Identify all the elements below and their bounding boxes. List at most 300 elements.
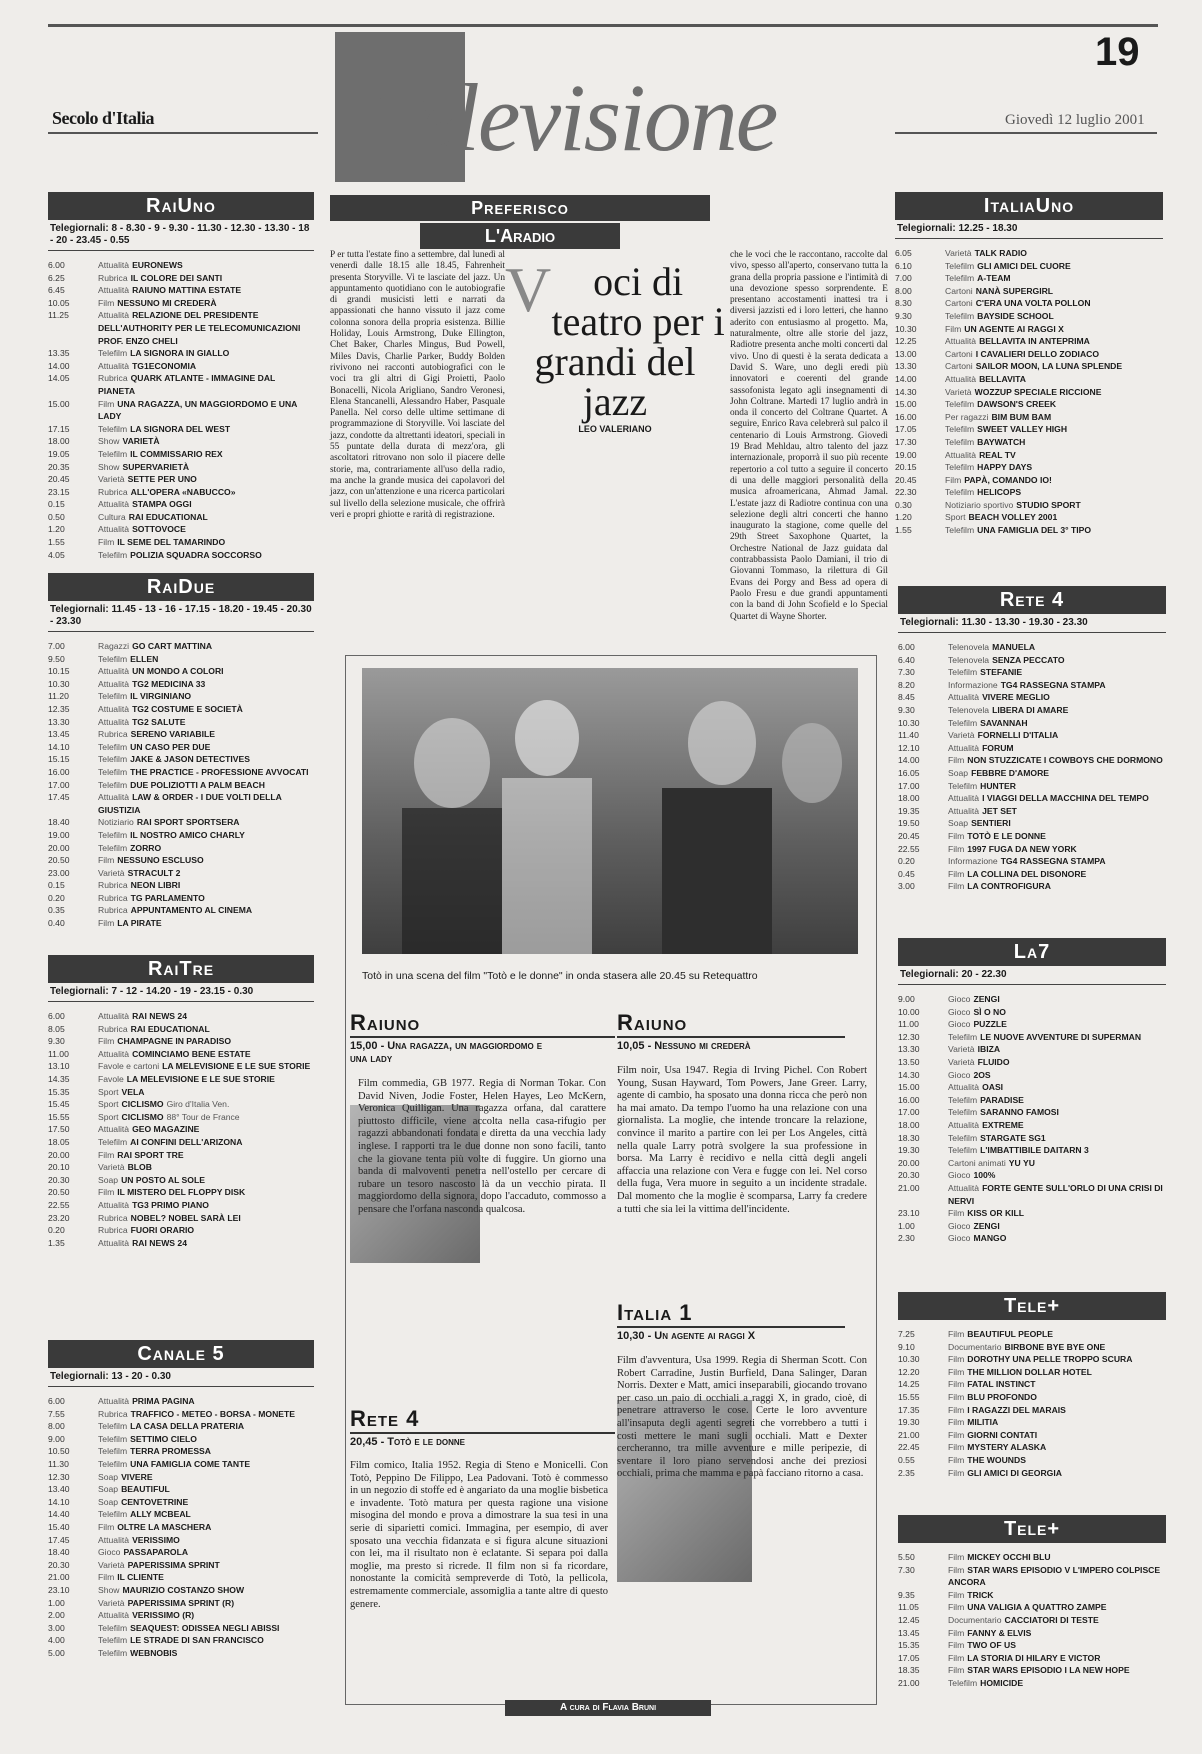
program-title: HUNTER [980,780,1016,791]
program-info [98,1048,314,1061]
program-info [98,284,314,297]
program-genre: Notiziario [98,817,134,828]
program-title: JAKE & JASON DETECTIVES [130,754,250,765]
program-time: 9.00 [48,1433,65,1444]
schedule-row [48,536,314,549]
program-genre: Film [948,1564,965,1575]
channel-name: Tele+ [898,1515,1166,1543]
program-time: 13.40 [48,1484,70,1495]
schedule-row [898,1366,1166,1379]
program-title: LE STRADE DI SAN FRANCISCO [130,1635,264,1646]
program-time: 10.15 [48,666,70,677]
program-info [948,666,1166,679]
program-genre: Attualità [98,1396,130,1406]
program-info [98,1073,314,1086]
program-info [98,1445,314,1458]
program-title: RELAZIONE DEL PRESIDENTE DELL'AUTHORITY PER LE TELECOMUNICAZIONI PROF. ENZO CHELI [98,310,301,346]
program-genre: Varietà [98,1162,125,1173]
program-genre: Attualità [945,373,977,384]
program-genre: Gioco [98,1547,121,1558]
program-title: MILITIA [967,1417,999,1428]
channel-raitre [48,955,314,1249]
program-title: SEAQUEST: ODISSEA NEGLI ABISSI [130,1622,280,1633]
schedule-row [48,1433,314,1446]
program-info [948,1614,1166,1627]
article-kicker [330,195,710,249]
program-genre: Cartoni [945,348,973,359]
program-genre: Varietà [948,1044,975,1055]
schedule-row [898,780,1166,793]
schedule-row [895,411,1163,424]
schedule-row [898,1614,1166,1627]
program-info [948,704,1166,717]
program-info [948,1006,1166,1019]
program-title: OLTRE LA MASCHERA [117,1521,212,1532]
news-times: Telegiornali: 11.30 - 13.30 - 19.30 - 23.30 [898,614,1166,633]
program-info [948,717,1166,730]
program-info [98,1420,314,1433]
program-title: IL COLORE DEI SANTI [130,272,223,283]
program-genre: Gioco [948,1170,971,1181]
program-genre: Rubrica [98,486,128,497]
program-time: 20.00 [898,1157,920,1168]
program-title: PASSAPAROLA [123,1547,189,1558]
program-genre: Telefilm [945,260,975,271]
program-time: 7.30 [898,667,915,678]
program-info [948,1677,1166,1690]
program-info [98,703,314,716]
program-title: RAI SPORT SPORTSERA [136,817,240,828]
schedule-row [48,511,314,524]
program-genre: Informazione [948,679,998,690]
program-time: 9.30 [895,310,912,321]
schedule-row [48,1010,314,1023]
program-genre: Attualità [98,1124,130,1135]
program-info [948,1031,1166,1044]
schedule-row [48,1445,314,1458]
program-title: SWEET VALLEY HIGH [977,424,1068,435]
program-genre: Attualità [98,666,130,677]
schedule-row [898,1069,1166,1082]
schedule-row [898,679,1166,692]
schedule-row [48,779,314,792]
schedule-row [48,1186,314,1199]
schedule-row [898,767,1166,780]
program-title: GLI AMICI DEL CUORE [977,260,1071,271]
schedule-row [48,1174,314,1187]
program-info [948,1220,1166,1233]
program-info [98,1111,314,1124]
program-time: 3.00 [48,1622,65,1633]
program-genre: Attualità [98,1237,130,1248]
program-info [98,879,314,892]
program-title: LA PIRATE [117,918,162,929]
program-title: SOTTOVOCE [132,524,186,535]
program-genre: Show [98,1584,120,1595]
program-info [948,1564,1166,1589]
program-info [945,411,1163,424]
program-info [98,854,314,867]
program-info [945,423,1163,436]
program-genre: Telefilm [948,1677,978,1688]
program-time: 0.15 [48,880,65,891]
program-genre: Film [945,323,962,334]
feature-text: Film noir, Usa 1947. Regia di Irving Pichel. Con Robert Young, Susan Hayward, Tom Powers, Jane Greer. Larry, agente di cambio, ha sposato una donna ricca che però non ha mai amato. Da tempo l'uomo ha una relazione con una giornalista. La moglie, che intende troncare la relazione, convince il marito a partire con lei per Los Angeles, città nella quale Larry potrà svolgere la sua professione in borsa. Ma Larry è recidivo e nella città degli angeli affaccia una relazione con Vera e fugge con lei. Nel corso della fuga, Vera muore in seguito a un incidente stradale. Dal momento che la moglie è scomparsa, Larry fa credere a tutti che sia lei la vittima dell'incidente. [617,1065,867,1215]
program-time: 11.25 [48,310,69,321]
program-info [98,461,314,474]
schedule-row [898,868,1166,881]
article-col2-top: che le voci che le raccontano, raccolte dal vivo, spesso all'aperto, conservano tutta la grana della propria passione e l'intimità di una devozione spesso sorprendente. E presentano accostamenti inattesi tra i diversi jazzisti ed i loro letteri, che hanno aderito con entusiasmo al progetto. Ma, naturalmente, oltre alle storie del jazz, Radiotre presenta anche molti concerti dal vivo. Uno di questi è la serata dedicata a David S. Ware, uno degli eredi più innovatori e coerenti del grande sassofonista legato agli insegnamenti di John Coltrane. Martedì 17 luglio andrà in onda il concerto del Coltrane Quartet. A seguire, Enrico Rava celebrerà sul palco il centenario di Louis Armstrong. Giovedì 19 Brad Mehldau, altro talento del jazz internazionale, proporrà il suo più recente repertorio a col tutto a seguire il concerto di una delle maggiori personalità della musica afroamericana, Ahmad Jamal. L'estate jazz di Radiotre continua con una selezione degli altri concerti che hanno inaugurato la stagione, come quelle del 29th Street Saxophone Quartet, la Orchestre National de Jazz guidata dal contrabbassista Paolo Damiani, il trio di Giovanni Tommaso, la rilettura di Gil Evans dei Porgy and Bess ad opera di Paolo Fresu e due grandi appuntamenti con la band di John Scofield e lo Special Quartet di Wayne Shorter. [730,250,888,622]
schedule-row [895,297,1163,310]
schedule-row [48,741,314,754]
program-title: LA MELEVISIONE E LE SUE STORIE [126,1073,275,1084]
program-info [98,272,314,285]
program-time: 13.30 [48,716,70,727]
program-info [945,499,1163,512]
program-time: 20.45 [895,474,917,485]
schedule-row [48,1212,314,1225]
schedule-row [48,1609,314,1622]
program-title: ALLY MCBEAL [130,1509,191,1520]
program-time: 0.50 [48,511,65,522]
program-time: 15.00 [898,1082,920,1093]
program-genre: Soap [98,1174,119,1185]
program-genre: Sport [98,1111,119,1122]
program-time: 11.05 [898,1602,919,1613]
program-genre: Telefilm [945,525,975,536]
program-title: FATAL INSTINCT [967,1379,1036,1390]
program-title: MICKEY OCCHI BLU [967,1552,1051,1562]
channel-teleplus-2 [898,1515,1166,1690]
program-genre: Telefilm [945,436,975,447]
program-info [98,1496,314,1509]
program-genre: Telefilm [98,1622,128,1633]
program-time: 0.45 [898,868,915,879]
channel-name: RaiTre [48,955,314,983]
schedule-row [48,1408,314,1421]
program-genre: Film [98,855,115,866]
program-title: EXTREME [982,1119,1024,1130]
program-info [945,260,1163,273]
figure-body [502,778,592,954]
schedule-row [895,474,1163,487]
program-genre: Cartoni [945,361,973,372]
program-title: SERENO VARIABILE [130,729,215,740]
masthead-rule-right [895,132,1157,134]
program-genre: Favole [98,1073,124,1084]
news-times: Telegiornali: 12.25 - 18.30 [895,220,1163,239]
program-title: TG3 PRIMO PIANO [132,1199,209,1210]
program-info [945,323,1163,336]
program-time: 16.00 [895,411,917,422]
program-genre: Telefilm [98,842,128,853]
schedule-row [48,1395,314,1408]
program-info [948,1169,1166,1182]
program-time: 22.30 [895,487,917,498]
program-title: NOBEL? NOBEL SARÀ LEI [130,1212,241,1223]
kicker-preferisco: Preferisco [330,195,710,221]
program-title: STUDIO SPORT [1016,499,1081,510]
program-title: RAI EDUCATIONAL [130,1023,210,1034]
program-extra: Giro d'Italia Ven. [166,1099,230,1110]
program-time: 15.00 [48,398,70,409]
program-genre: Rubrica [98,1408,128,1419]
program-genre: Documentario [948,1614,1002,1625]
program-time: 20.00 [48,1149,70,1160]
program-genre: Film [948,755,965,766]
program-time: 5.00 [48,1647,65,1658]
schedule-row [898,1589,1166,1602]
program-time: 7.55 [48,1408,65,1419]
schedule-row [898,1232,1166,1245]
program-time: 6.00 [898,642,915,652]
program-time: 11.40 [898,730,919,741]
program-genre: Attualità [948,805,980,816]
program-title: PAPERISSIMA SPRINT (R) [127,1597,235,1608]
schedule [898,1328,1166,1479]
program-genre: Varietà [98,1559,125,1570]
program-time: 21.00 [898,1429,920,1440]
program-time: 20.45 [898,830,920,841]
program-time: 14.00 [895,373,917,384]
program-genre: Favole e cartoni [98,1061,160,1072]
program-genre: Telefilm [98,766,128,777]
feature-channel: Italia 1 [617,1300,845,1328]
schedule-row [48,1136,314,1149]
program-title: LA COLLINA DEL DISONORE [967,868,1087,879]
program-info [98,523,314,536]
schedule-row [48,1048,314,1061]
program-time: 0.20 [48,892,65,903]
program-time: 9.00 [898,994,915,1004]
program-time: 18.40 [48,817,70,828]
program-time: 17.45 [48,1534,70,1545]
program-info [945,474,1163,487]
program-genre: Cartoni [945,285,973,296]
program-info [98,473,314,486]
program-time: 14.00 [48,360,70,371]
figure-head [782,723,842,803]
schedule-row [898,1627,1166,1640]
schedule-row [48,309,314,347]
program-genre: Soap [98,1471,119,1482]
schedule-row [898,654,1166,667]
schedule-row [48,1634,314,1647]
program-time: 11.00 [48,1048,69,1059]
program-info [948,654,1166,667]
program-time: 10.30 [895,323,917,334]
program-time: 23.10 [898,1208,920,1219]
schedule-row [898,691,1166,704]
program-time: 0.20 [898,856,915,867]
program-title: MYSTERY ALASKA [967,1442,1047,1453]
schedule-row [48,435,314,448]
program-time: 0.55 [898,1454,915,1465]
schedule-row [895,260,1163,273]
program-time: 12.20 [898,1366,920,1377]
program-title: JET SET [982,805,1017,816]
schedule-row [48,917,314,930]
schedule-row [48,1073,314,1086]
program-genre: Film [98,918,115,929]
program-info [98,1408,314,1421]
program-genre: Film [948,1442,965,1453]
program-time: 20.50 [48,1187,70,1198]
figure-body [662,788,772,954]
program-title: UNA RAGAZZA, UN MAGGIORDOMO E UNA LADY [98,398,298,422]
schedule-row [48,1521,314,1534]
program-info [98,1123,314,1136]
program-title: IL VIRGINIANO [130,691,192,702]
program-title: 1997 FUGA DA NEW YORK [967,843,1077,854]
program-info [98,347,314,360]
program-time: 11.30 [48,1458,69,1469]
program-title: VIVERE [121,1471,153,1482]
program-time: 17.05 [895,424,917,435]
schedule-row [898,1664,1166,1677]
program-time: 13.35 [48,348,70,359]
program-info [948,641,1166,654]
program-info [98,1571,314,1584]
program-time: 14.35 [48,1073,70,1084]
program-title: POLIZIA SQUADRA SOCCORSO [130,549,262,560]
schedule-row [898,1467,1166,1480]
program-info [948,729,1166,742]
program-title: CENTOVETRINE [121,1496,189,1507]
program-genre: Varietà [948,730,975,741]
program-info [948,1589,1166,1602]
schedule-row [48,360,314,373]
program-genre: Film [948,1665,965,1676]
program-genre: Telefilm [98,1647,128,1658]
program-info [948,1664,1166,1677]
program-genre: Telefilm [98,1635,128,1646]
program-time: 14.30 [895,386,917,397]
program-info [98,1395,314,1408]
program-info [948,1157,1166,1170]
program-genre: Varietà [98,1597,125,1608]
program-info [98,690,314,703]
program-genre: Attualità [98,310,130,321]
program-info [98,1597,314,1610]
program-genre: Varietà [98,867,125,878]
program-genre: Film [948,1454,965,1465]
schedule-row [898,817,1166,830]
program-time: 10.05 [48,297,70,308]
program-time: 2.35 [898,1467,915,1478]
program-info [98,842,314,855]
program-title: LA CONTROFIGURA [967,881,1051,892]
program-genre: Film [98,1149,115,1160]
program-info [948,1378,1166,1391]
program-genre: Rubrica [98,373,128,384]
program-title: STAR WARS EPISODIO I LA NEW HOPE [967,1665,1130,1676]
program-genre: Soap [948,767,969,778]
program-info [948,1119,1166,1132]
program-genre: Film [948,1552,965,1562]
feature-channel: Rete 4 [350,1406,615,1434]
program-info [948,1207,1166,1220]
schedule-row [898,1132,1166,1145]
program-genre: Rubrica [98,729,128,740]
program-info [948,1639,1166,1652]
program-info [948,1144,1166,1157]
program-genre: Telefilm [945,462,975,473]
program-genre: Attualità [98,1610,130,1621]
program-time: 19.30 [898,1145,920,1156]
program-title: C'ERA UNA VOLTA POLLON [975,298,1091,309]
program-genre: Telefilm [98,1433,128,1444]
program-time: 23.20 [48,1212,70,1223]
program-genre: Telefilm [948,1031,978,1042]
program-genre: Film [948,1627,965,1638]
schedule-row [898,1031,1166,1044]
program-title: 100% [973,1170,996,1181]
program-time: 1.20 [48,524,65,535]
program-genre: Telefilm [945,399,975,410]
page-number: 19 [1095,30,1140,74]
program-genre: Gioco [948,1233,971,1244]
article-col2-bottom [610,430,888,655]
program-info [98,448,314,461]
program-info [948,1454,1166,1467]
program-time: 20.15 [895,462,917,473]
program-title: PUZZLE [973,1019,1007,1030]
program-genre: Attualità [98,1534,130,1545]
program-title: FUORI ORARIO [130,1225,195,1236]
figure-body [402,808,502,954]
schedule-row [895,272,1163,285]
program-genre: Telefilm [98,448,128,459]
program-info [948,1404,1166,1417]
program-time: 6.25 [48,272,65,283]
program-info [98,753,314,766]
program-genre: Rubrica [98,272,128,283]
program-title: VIVERE MEGLIO [982,692,1050,703]
schedule-row [895,335,1163,348]
dateline: Giovedì 12 luglio 2001 [1005,112,1145,128]
program-genre: Film [948,830,965,841]
schedule-row [895,461,1163,474]
schedule-row [48,1023,314,1036]
program-title: BELLAVITA IN ANTEPRIMA [979,336,1090,347]
program-genre: Telefilm [98,1446,128,1457]
program-info [98,1086,314,1099]
headline-text: oci di teatro per i grandi del jazz [534,259,725,424]
program-time: 20.30 [898,1170,920,1181]
schedule [898,1551,1166,1690]
program-time: 6.00 [48,1396,65,1406]
program-time: 6.00 [48,260,65,270]
program-info [98,259,314,272]
program-title: SAILOR MOON, LA LUNA SPLENDE [975,361,1123,372]
program-time: 3.00 [898,881,915,892]
program-info [945,272,1163,285]
schedule-row [895,436,1163,449]
program-title: FANNY & ELVIS [967,1627,1032,1638]
program-time: 19.05 [48,448,70,459]
program-title: BEAUTIFUL [121,1484,170,1495]
program-title: STEFANIE [980,667,1023,678]
program-genre: Telefilm [945,310,975,321]
program-time: 8.20 [898,679,915,690]
program-time: 7.25 [898,1329,915,1339]
program-title: STRACULT 2 [127,867,181,878]
schedule-row [898,742,1166,755]
schedule-row [898,1551,1166,1564]
program-genre: Rubrica [98,880,128,891]
program-time: 15.00 [895,399,917,410]
